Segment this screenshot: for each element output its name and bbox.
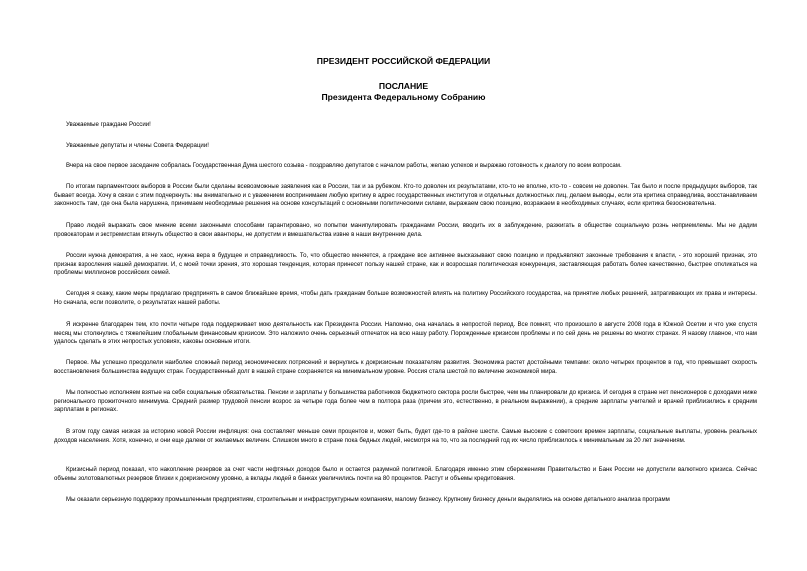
greeting-citizens: Уважаемые граждане России! [66, 121, 151, 128]
paragraph: Сегодня я скажу, какие меры предлагаю предпринять в самое ближайшее время, чтобы дать гражданам больше возможностей влиять на политику Российского государства, на принятие любых решений, затрагивающих их права и интересы. Но сначала, если позволите, о результатах нашей работы. [54, 290, 757, 306]
paragraph: Первое. Мы успешно преодолели наиболее сложный период экономических потрясений и вернулись к докризисным показателям развития. Экономика растет достойными темпами: около четырех процентов в год, что превышает скорость восстановления большинства ведущих стран. Государственный долг в нашей стране сохраняется на минимальном уровне. Россия стала шестой по величине экономикой мира. [54, 359, 757, 375]
paragraph: Право людей выражать свое мнение всеми законными способами гарантировано, но попытки манипулировать гражданами России, вводить их в заблуждение, разжигать в обществе социальную рознь неприемлемы. Мы не дадим провокаторам и экстремистам втянуть общество в свои авантюры, не допустим и вмешательства извне в наши внутренние дела. [54, 222, 757, 238]
paragraph: Вчера на свое первое заседание собралась Государственная Дума шестого созыва - поздравляю депутатов с началом работы, желаю успехов и выражаю готовность к диалогу по всем вопросам. [66, 162, 622, 169]
document-subtitle: Президента Федеральному Собранию [321, 92, 486, 102]
paragraph: В этом году самая низкая за историю новой России инфляция: она составляет меньше семи процентов и, может быть, будет где-то в районе шести. Самые высокие с советских времен зарплаты, социальные выплаты, уровень реальных доходов населения. Хотя, конечно, и они еще далеки от желаемых величин. Слишком много в стране пока бедных людей, несмотря на то, что за последний год их число приблизилось к минимальным за 20 лет значениям. [54, 428, 757, 444]
paragraph: Я искренне благодарен тем, кто почти четыре года поддерживает мою деятельность как Президента России. Напомню, она началась в непростой период. Все помнят, что произошло в августе 2008 года в Южной Осетии и что уже спустя месяц мы столкнулись с тяжелейшим глобальным финансовым кризисом. Это наложило очень серьезный отпечаток на всю нашу работу. Порожденные кризисом проблемы и по сей день не решены во многих странах. Я назову главное, что нам удалось сделать в этих непростых условиях, каковы основные итоги. [54, 321, 757, 346]
greeting-deputies: Уважаемые депутаты и члены Совета Федерации! [66, 142, 209, 149]
paragraph: По итогам парламентских выборов в России были сделаны всевозможные заявления как в России, так и за рубежом. Кто-то доволен их результатами, кто-то не вполне, кто-то - совсем не доволен. Так было и после предыдущих выборов, так бывает всегда. Хочу в связи с этим подчеркнуть: мы внимательно и с уважением воспринимаем любую критику в адрес государственных институтов и отдельных должностных лиц, делаем выводы, если эта критика справедлива, восстанавливаем законность там, где она была нарушена, принимаем необходимые решения на основе консультаций с основными политическими силами, выражаем свою позицию, возражаем в необходимых случаях, если критика безосновательна. [54, 183, 757, 208]
paragraph: Мы оказали серьезную поддержку промышленным предприятиям, строительным и инфраструктурным компаниям, малому бизнесу. Крупному бизнесу деньги выделялись на основе детального анализа программ [66, 496, 670, 503]
paragraph: Мы полностью исполняем взятые на себя социальные обязательства. Пенсии и зарплаты у большинства работников бюджетного сектора росли быстрее, чем мы планировали до кризиса. И сегодня в стране нет пенсионеров с доходами ниже регионального прожиточного минимума. Средний размер трудовой пенсии возрос за четыре года более чем в полтора раза (причем это, естественно, в реальном выражении), а средние зарплаты учителей и врачей приблизились к средним зарплатам в регионах. [54, 389, 757, 414]
document-org-title: ПРЕЗИДЕНТ РОССИЙСКОЙ ФЕДЕРАЦИИ [316, 56, 491, 66]
document-type-title: ПОСЛАНИЕ [378, 81, 429, 91]
paragraph: Кризисный период показал, что накопление резервов за счет части нефтяных доходов было и остается разумной политикой. Благодаря именно этим сбережениям Правительство и Банк России не допустили валютного кризиса. Сейчас объемы золотовалютных резервов близки к докризисному уровню, а вклады людей в банках увеличились почти на 80 процентов. Растут и объемы кредитования. [54, 466, 757, 482]
paragraph: России нужна демократия, а не хаос, нужна вера в будущее и справедливость. То, что общество меняется, а граждане все активнее высказывают свою позицию и предъявляют законные требования к власти, - это хороший признак, это признак взросления нашей демократии. И, с моей точки зрения, это хорошая тенденция, которая принесет пользу нашей стране, как и возросшая политическая конкуренция, заставляющая работать более качественно, быстрее откликаться на проблемы миллионов российских семей. [54, 252, 757, 277]
